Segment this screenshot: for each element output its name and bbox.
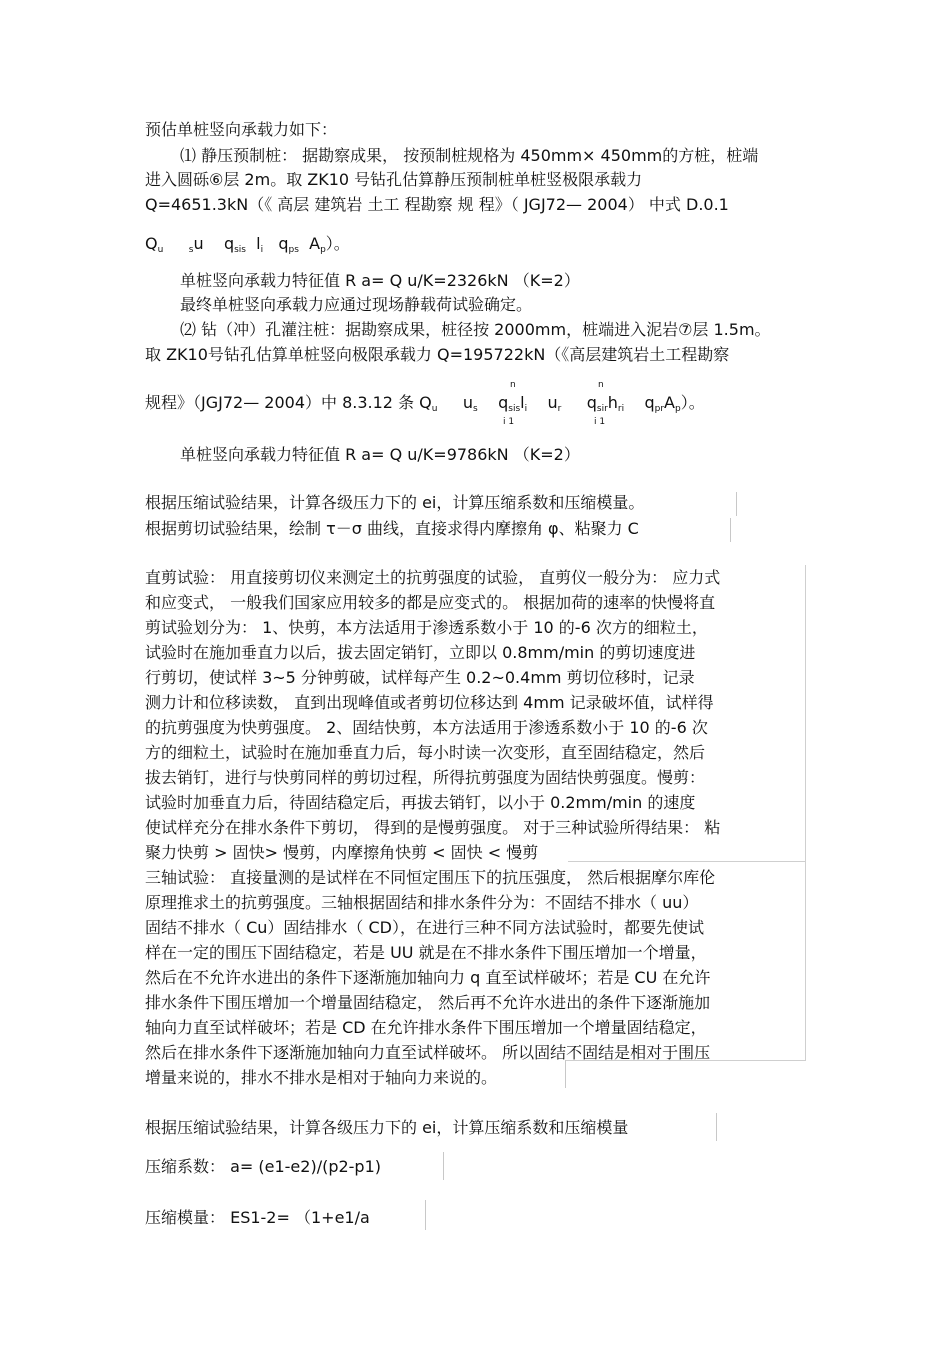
paragraph-line: 排水条件下围压增加一个增量固结稳定， 然后再不允许水进出的条件下逐渐施加 bbox=[145, 993, 711, 1012]
sum-upper-limit-1: n bbox=[510, 380, 516, 390]
edge-mark bbox=[443, 1152, 444, 1180]
paragraph-line: 轴向力直至试样破坏；若是 CD 在允许排水条件下围压增加一个增量固结稳定， bbox=[145, 1018, 707, 1037]
sum-lower-limit-2: i 1 bbox=[594, 417, 606, 427]
compression-note: 根据压缩试验结果，计算各级压力下的 ei，计算压缩系数和压缩模量。 bbox=[145, 493, 645, 512]
paragraph-line: 拔去销钉，进行与快剪同样的剪切过程，所得抗剪强度为固结快剪强度。慢剪： bbox=[145, 768, 706, 787]
sum-upper-limit-2: n bbox=[598, 380, 604, 390]
static-pile-line-3: Q=4651.3kN（《 高层 建筑岩 土工 程勘察 规 程》（ JGJ72— 2004） 中式 D.0.1 bbox=[145, 195, 729, 214]
paragraph-line: 然后在不允许水进出的条件下逐渐施加轴向力 q 直至试样破坏；若是 CU 在允许 bbox=[145, 968, 711, 987]
paragraph-line: 剪试验划分为： 1、快剪，本方法适用于渗透系数小于 10 的-6 次方的细粒土， bbox=[145, 618, 708, 637]
bored-pile-line-2: 取 ZK10号钻孔估算单桩竖向极限承载力 Q=195722kN（《高层建筑岩土工程勘察 bbox=[145, 345, 730, 364]
compression-coefficient: 压缩系数： a= (e1-e2)/(p2-p1) bbox=[145, 1157, 382, 1176]
section-title: 预估单桩竖向承载力如下： bbox=[145, 120, 338, 139]
sum-lower-limit-1: i 1 bbox=[503, 417, 515, 427]
static-load-note: 最终单桩竖向承载力应通过现场静载荷试验确定。 bbox=[180, 295, 533, 314]
paragraph-line: 方的细粒土，试验时在施加垂直力后，每小时读一次变形，直至固结稳定，然后 bbox=[145, 743, 706, 762]
paragraph-line: 原理推求土的抗剪强度。三轴根据固结和排水条件分为：不固结不排水（ uu） bbox=[145, 893, 699, 912]
formula-d01: $Q_u$ $_s$u $q_{sis}$ $l_i$ $q_{ps}$ $A_p$）。 bbox=[145, 234, 350, 255]
static-pile-line-1: ⑴ 静压预制桩： 据勘察成果， 按预制桩规格为 450mm× 450mm的方桩，桩端 bbox=[180, 146, 759, 165]
paragraph-line: 聚力快剪 > 固快> 慢剪，内摩擦角快剪 < 固快 < 慢剪 bbox=[145, 843, 539, 862]
paragraph-line: 然后在排水条件下逐渐施加轴向力直至试样破坏。 所以固结不固结是相对于围压 bbox=[145, 1043, 711, 1062]
formula-8-3-12: 规程》（JGJ72— 2004）中 8.3.12 条 $Q_u$ $u_s$ $q_{sis}l_i$ $u_r$ $q_{sir}h_{ri}$ $q_{pr}A_p$）。 bbox=[145, 393, 705, 414]
compression-modulus: 压缩模量： ES1-2= （1+e1/a bbox=[145, 1208, 370, 1227]
paragraph-line: 试验时加垂直力后，待固结稳定后，再拔去销钉，以小于 0.2mm/min 的速度 bbox=[145, 793, 696, 812]
edge-mark bbox=[565, 1060, 566, 1088]
static-pile-line-2: 进入圆砾⑥层 2m。取 ZK10 号钻孔估算静压预制桩单桩竖极限承载力 bbox=[145, 170, 643, 189]
paragraph-line: 测力计和位移读数， 直到出现峰值或者剪切位移达到 4mm 记录破坏值，试样得 bbox=[145, 693, 714, 712]
compression-note-2: 根据压缩试验结果，计算各级压力下的 ei，计算压缩系数和压缩模量 bbox=[145, 1118, 629, 1137]
paragraph-line: 样在一定的围压下固结稳定，若是 UU 就是在不排水条件下围压增加一个增量， bbox=[145, 943, 707, 962]
paragraph-line: 行剪切，使试样 3~5 分钟剪破，试样每产生 0.2~0.4mm 剪切位移时，记录 bbox=[145, 668, 695, 687]
bearing-capacity-value-1: 单桩竖向承载力特征值 R a= Q u/K=2326kN （K=2） bbox=[180, 271, 580, 290]
edge-mark bbox=[716, 1113, 717, 1141]
paragraph-line: 使试样充分在排水条件下剪切， 得到的是慢剪强度。 对于三种试验所得结果： 粘 bbox=[145, 818, 721, 837]
paragraph-line: 三轴试验： 直接量测的是试样在不同恒定围压下的抗压强度， 然后根据摩尔库伦 bbox=[145, 868, 716, 887]
edge-mark bbox=[425, 1200, 426, 1230]
edge-mark bbox=[736, 492, 737, 516]
paragraph-line: 和应变式， 一般我们国家应用较多的都是应变式的。 根据加荷的速率的快慢将直 bbox=[145, 593, 716, 612]
paragraph-line: 试验时在施加垂直力以后，拔去固定销钉，立即以 0.8mm/min 的剪切速度进 bbox=[145, 643, 696, 662]
paragraph-line: 固结不排水（ Cu）固结排水（ CD），在进行三种不同方法试验时，都要先使试 bbox=[145, 918, 704, 937]
paragraph-line: 直剪试验： 用直接剪切仪来测定土的抗剪强度的试验， 直剪仪一般分为： 应力式 bbox=[145, 568, 721, 587]
shear-note: 根据剪切试验结果，绘制 τ－σ 曲线，直接求得内摩擦角 φ、粘聚力 C bbox=[145, 519, 639, 538]
paragraph-line: 的抗剪强度为快剪强度。 2、固结快剪，本方法适用于渗透系数小于 10 的-6 次 bbox=[145, 718, 708, 737]
paragraph-line: 增量来说的，排水不排水是相对于轴向力来说的。 bbox=[145, 1068, 498, 1087]
bored-pile-line-1: ⑵ 钻（冲）孔灌注桩：据勘察成果，桩径按 2000mm，桩端进入泥岩⑦层 1.5m。 bbox=[180, 320, 771, 339]
bearing-capacity-value-2: 单桩竖向承载力特征值 R a= Q u/K=9786kN （K=2） bbox=[180, 445, 580, 464]
edge-mark bbox=[730, 518, 731, 542]
